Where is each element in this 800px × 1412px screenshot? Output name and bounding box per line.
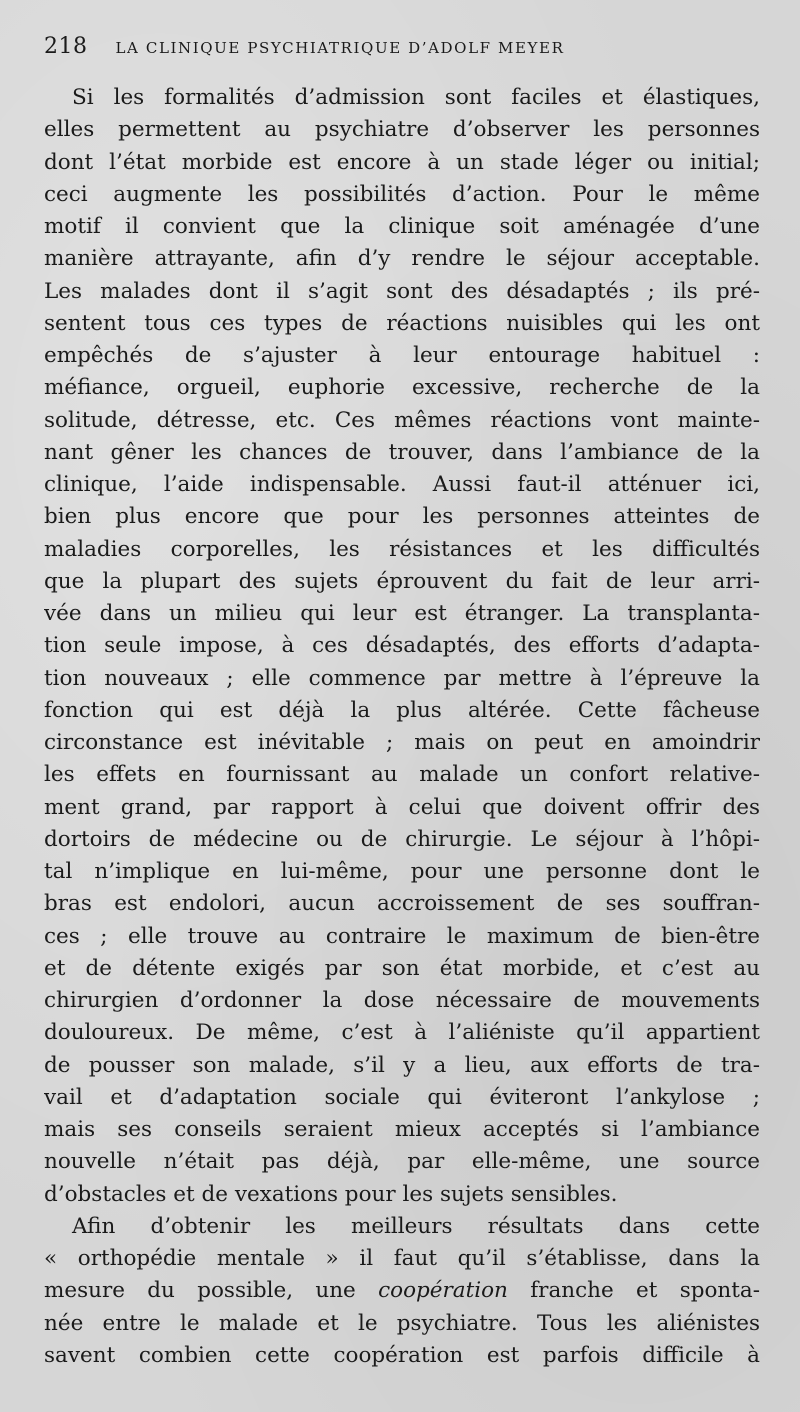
text-line: tion nouveaux ; elle commence par mettre à l’épreuve la — [44, 665, 760, 691]
text-line: les effets en fournissant au malade un confort relative- — [44, 762, 760, 788]
text-line: dont l’état morbide est encore à un stade léger ou initial; — [44, 149, 760, 175]
text-line: douloureux. De même, c’est à l’aliéniste qu’il appartient — [44, 1020, 760, 1046]
text-line: motif il convient que la clinique soit aménagée d’une — [44, 214, 760, 239]
text-line: solitude, détresse, etc. Ces mêmes réactions vont mainte- — [44, 407, 760, 433]
text-line: que la plupart des sujets éprouvent du fait de leur arri- — [44, 568, 760, 594]
text-line: elles permettent au psychiatre d’observer les personnes — [44, 117, 760, 143]
text-line: nouvelle n’était pas déjà, par elle-même, une source — [44, 1149, 760, 1175]
text-line: née entre le malade et le psychiatre. Tous les aliénistes — [44, 1310, 760, 1336]
text-line: ceci augmente les possibilités d’action. Pour le même — [44, 181, 760, 207]
emphasized-word: coopération — [378, 1278, 508, 1304]
text-segment: mesure du possible, une — [44, 1278, 356, 1304]
text-line: Si les formalités d’admission sont faciles et élastiques, — [72, 85, 760, 110]
text-line: vée dans un milieu qui leur est étranger. La transplanta- — [44, 601, 760, 626]
text-line: et de détente exigés par son état morbide, et c’est au — [44, 955, 760, 981]
text-line: bras est endolori, aucun accroissement de ses souffran- — [44, 891, 760, 917]
text-line: dortoirs de médecine ou de chirurgie. Le séjour à l’hôpi- — [44, 826, 760, 852]
text-line: « orthopédie mentale » il faut qu’il s’établisse, dans la — [44, 1246, 760, 1271]
body-text — [44, 82, 760, 1372]
text-line: Les malades dont il s’agit sont des désadaptés ; ils pré- — [44, 278, 760, 304]
running-title: LA CLINIQUE PSYCHIATRIQUE D’ADOLF MEYER — [115, 39, 565, 57]
page-header — [44, 34, 764, 64]
text-line: clinique, l’aide indispensable. Aussi faut-il atténuer ici, — [44, 472, 760, 497]
text-line: savent combien cette coopération est parfois difficile à — [44, 1342, 760, 1368]
text-line: de pousser son malade, s’il y a lieu, aux efforts de tra- — [44, 1052, 760, 1078]
text-line: tion seule impose, à ces désadaptés, des efforts d’adapta- — [44, 633, 760, 659]
page-number: 218 — [44, 34, 88, 59]
text-line: empêchés de s’ajuster à leur entourage habituel : — [44, 343, 760, 368]
text-line: méfiance, orgueil, euphorie excessive, recherche de la — [44, 375, 760, 401]
text-line: ces ; elle trouve au contraire le maximum de bien-être — [44, 923, 760, 949]
text-line: chirurgien d’ordonner la dose nécessaire de mouvements — [44, 988, 760, 1013]
text-line: ment grand, par rapport à celui que doivent offrir des — [44, 794, 760, 820]
text-line: bien plus encore que pour les personnes atteintes de — [44, 504, 760, 530]
text-line: d’obstacles et de vexations pour les sujets sensibles. — [44, 1181, 618, 1207]
text-line: vail et d’adaptation sociale qui éviteront l’ankylose ; — [44, 1084, 760, 1110]
text-line: Afin d’obtenir les meilleurs résultats dans cette — [72, 1213, 760, 1239]
text-segment: franche et sponta- — [530, 1278, 760, 1304]
text-line: manière attrayante, afin d’y rendre le séjour acceptable. — [44, 246, 760, 272]
text-line: maladies corporelles, les résistances et les difficultés — [44, 536, 760, 562]
text-line: nant gêner les chances de trouver, dans l’ambiance de la — [44, 439, 760, 465]
text-line: fonction qui est déjà la plus altérée. Cette fâcheuse — [44, 697, 760, 723]
text-line: tal n’implique en lui-même, pour une personne dont le — [44, 859, 760, 884]
text-line-with-emphasis — [44, 1275, 760, 1307]
text-line: sentent tous ces types de réactions nuisibles qui les ont — [44, 310, 760, 336]
text-line: mais ses conseils seraient mieux acceptés si l’ambiance — [44, 1117, 760, 1142]
text-line: circonstance est inévitable ; mais on peut en amoindrir — [44, 730, 760, 755]
